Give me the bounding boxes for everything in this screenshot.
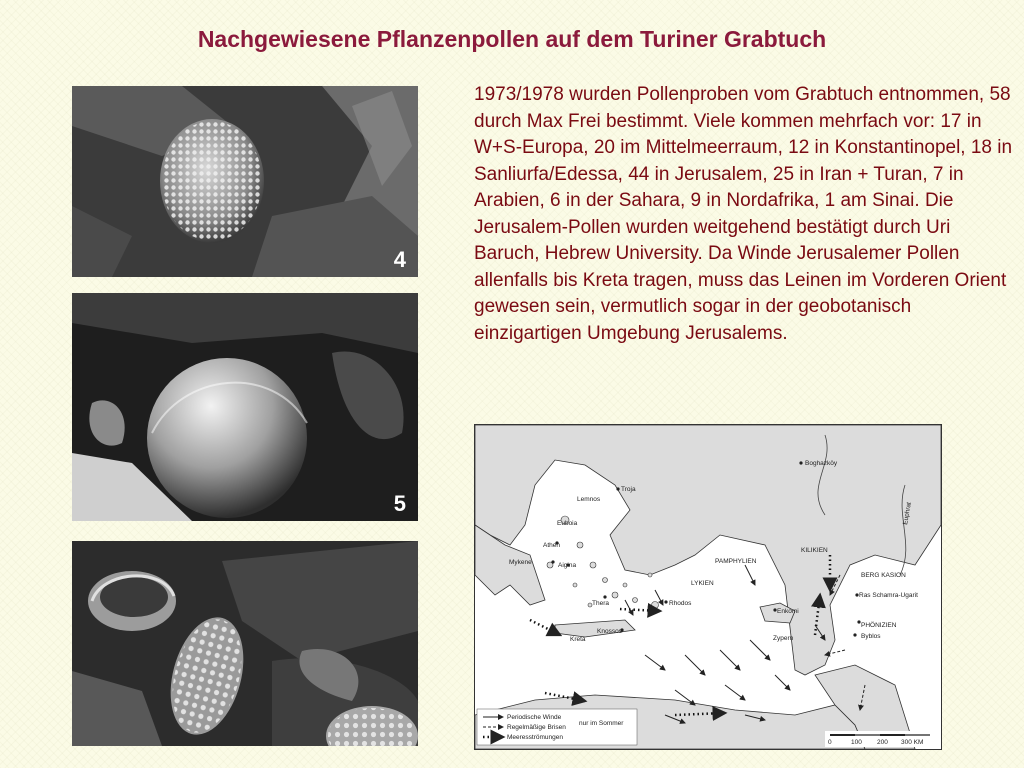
place-label: Enkomi: [777, 608, 799, 615]
place-label: Rhodos: [669, 600, 692, 607]
place-label: Euboia: [557, 520, 578, 527]
place-label: Mykene: [509, 559, 532, 566]
place-label: LYKIEN: [691, 580, 714, 587]
legend-periodic-winds: Periodische Winde: [507, 714, 562, 721]
place-label: Euphrat: [902, 501, 913, 526]
place-label: Zypern: [773, 635, 794, 642]
place-label: PHÖNIZIEN: [861, 622, 897, 629]
place-label: BERG KASION: [861, 572, 906, 579]
map-scale-bar: [825, 731, 937, 747]
scale-tick-label: 100: [851, 739, 862, 746]
map-legend: [477, 709, 637, 745]
slide-title: Nachgewiesene Pflanzenpollen auf dem Turiner Grabtuch: [197, 26, 827, 52]
pollen-micrograph-4: [72, 86, 418, 277]
pollen-micrograph-5: [72, 293, 418, 521]
place-label: KILIKIEN: [801, 547, 828, 554]
place-label: Lemnos: [577, 496, 601, 503]
mediterranean-wind-map: [474, 424, 942, 750]
legend-summer-only: nur im Sommer: [579, 720, 624, 727]
place-label: Boghazköy: [805, 460, 838, 467]
place-label: Kreta: [570, 636, 586, 643]
legend-sea-currents: Meeresströmungen: [507, 734, 563, 741]
photo-number-label: 5: [393, 491, 406, 516]
place-label: Aigina: [558, 562, 577, 569]
scale-tick-label: 0: [828, 739, 832, 746]
place-label: PAMPHYLIEN: [715, 558, 757, 565]
place-label: Byblos: [861, 633, 881, 640]
photo-number-label: 4: [393, 247, 406, 272]
place-label: Athen: [543, 542, 560, 549]
place-label: Thera: [592, 600, 609, 607]
place-label: Ras Schamra-Ugarit: [859, 592, 918, 599]
description-text: 1973/1978 wurden Pollenproben vom Grabtuch entnommen, 58 durch Max Frei bestimmt. Viele kommen mehrfach vor: 17 in W+S-Europa, 20 im Mittelmeerraum, 12 in Konstantinopel, 18 in Sanliurfa/Edessa, 44 in Jerusalem, 25 in Iran + Turan, 7 in Arabien, 6 in der Sahara, 9 in Nordafrika, 1 am Sinai. Die Jerusalem-Pollen wurden weitgehend bestätigt durch Uri Baruch, Hebrew University. Da Winde Jerusalemer Pollen allenfalls bis Kreta tragen, muss das Leinen im Vorderen Orient gewesen sein, vermutlich sogar in der geobotanisch einzigartigen Umgebung Jerusalems.: [474, 84, 1013, 344]
place-label: Knossos: [597, 628, 622, 635]
pollen-micrograph-6: [72, 541, 418, 746]
scale-tick-label: 300 KM: [901, 739, 924, 746]
legend-regular-breezes: Regelmäßige Brisen: [507, 724, 566, 731]
place-label: Troja: [621, 486, 636, 493]
scale-tick-label: 200: [877, 739, 888, 746]
